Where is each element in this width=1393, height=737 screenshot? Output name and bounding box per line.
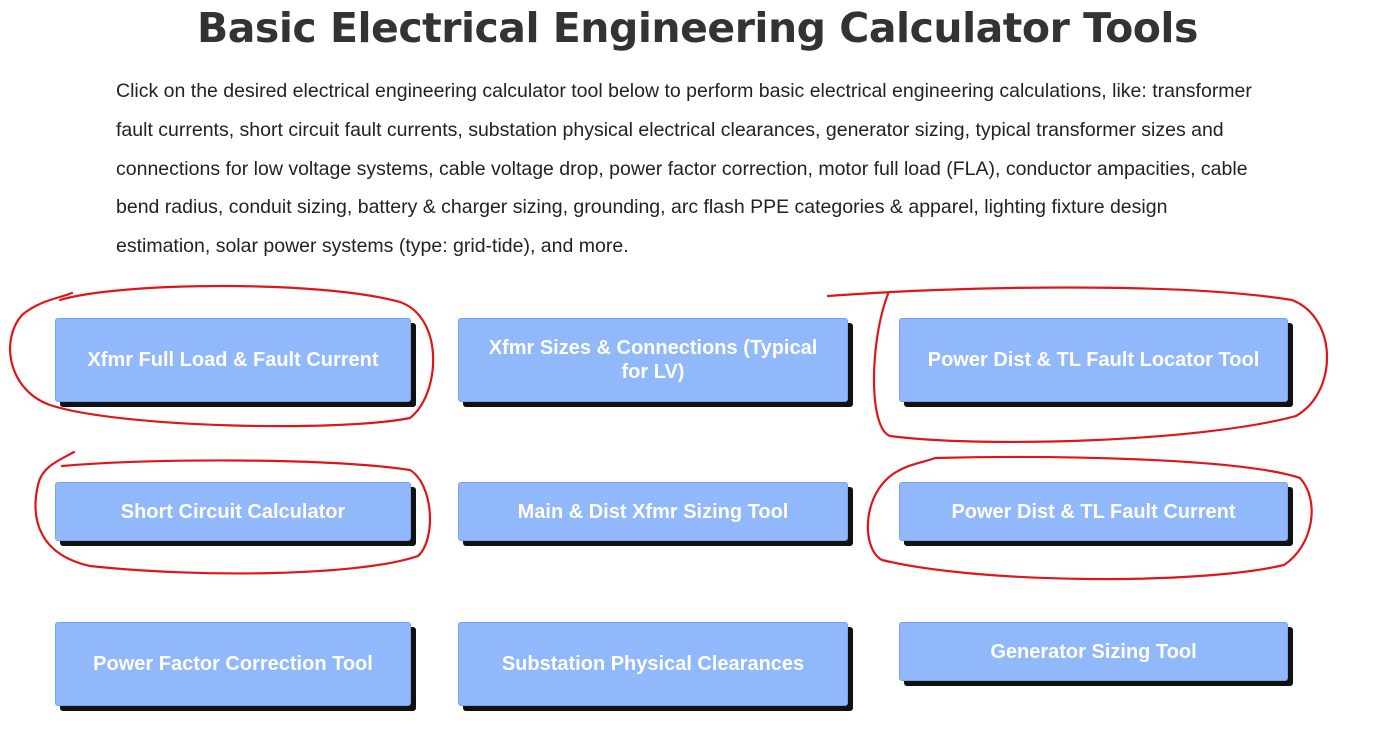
power-factor-correction-button[interactable] — [55, 622, 411, 706]
button-label: Power Dist & TL Fault Current — [951, 500, 1236, 523]
main-dist-xfmr-sizing-button[interactable] — [458, 482, 848, 541]
button-label: Short Circuit Calculator — [120, 500, 346, 523]
page-title: Basic Electrical Engineering Calculator Tools — [197, 4, 1198, 52]
button-label: Xfmr Full Load & Fault Current — [87, 349, 379, 371]
button-label: Power Dist & TL Fault Locator Tool — [927, 349, 1260, 371]
short-circuit-calculator-button[interactable] — [55, 482, 411, 541]
button-label: Substation Physical Clearances — [501, 653, 805, 675]
button-label: Power Factor Correction Tool — [93, 653, 373, 675]
power-dist-tl-fault-locator-button[interactable] — [899, 318, 1288, 402]
button-label: Main & Dist Xfmr Sizing Tool — [517, 500, 789, 523]
generator-sizing-button[interactable] — [899, 622, 1288, 681]
power-dist-tl-fault-current-button[interactable] — [899, 482, 1288, 541]
xfmr-full-load-fault-current-button[interactable] — [55, 318, 411, 402]
intro-paragraph: Click on the desired electrical engineering calculator tool below to perform basic electrical engineering calculations, like: transformer fault currents, short circuit fault currents, substation physical electrical clearances, generator sizing, typical transformer sizes and connections for low voltage systems, cable voltage drop, power factor correction, motor full load (FLA), conductor ampacities, cable bend radius, conduit sizing, battery & charger sizing, grounding, arc flash PPE categories & apparel, lighting fixture design estimation, solar power systems (type: grid-tide), and more. — [116, 80, 1252, 258]
button-label: Xfmr Sizes & Connections (Typical for LV) — [488, 337, 818, 383]
substation-physical-clearances-button[interactable] — [458, 622, 848, 706]
xfmr-sizes-connections-button[interactable] — [458, 318, 848, 402]
button-label: Generator Sizing Tool — [990, 640, 1197, 663]
